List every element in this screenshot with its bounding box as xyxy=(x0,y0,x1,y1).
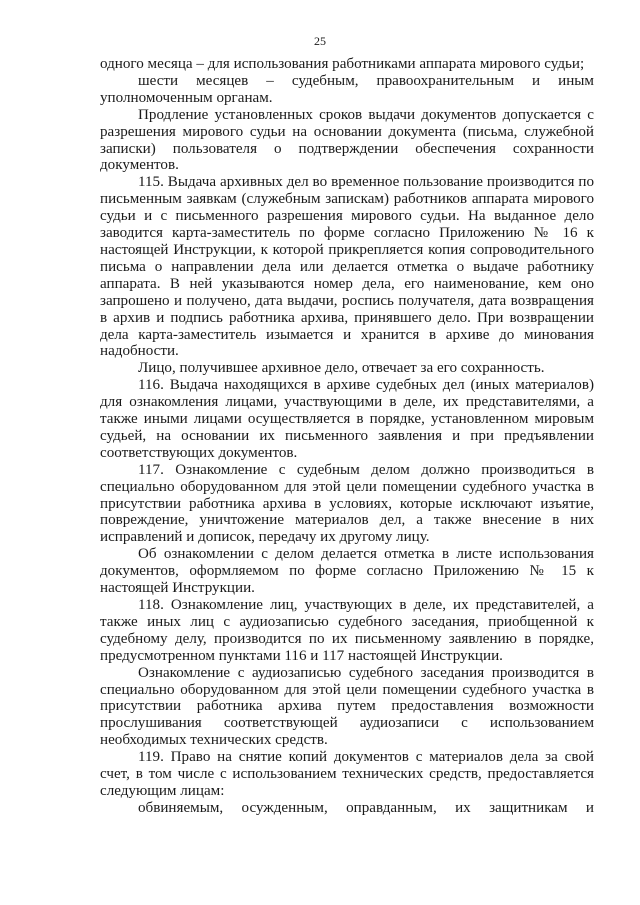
paragraph: Лицо, получившее архивное дело, отвечает за его сохранность. xyxy=(138,360,545,377)
paragraph: Ознакомление с аудиозаписью судебного заседания производится в специально оборудованном для этой цели помещении судебного участка в присутствии работника архива путем предоставления возможности прослушивания соответствующей аудиозаписи с использованием необходимых технических средств. xyxy=(100,664,594,749)
paragraph: 118. Ознакомление лиц, участвующих в деле, их представителей, а также иных лиц с аудиозаписью судебного заседания, приобщенной к судебному делу, производится по их письменному заявлению в порядке, предусмотренном пунктами 116 и 117 настоящей Инструкции. xyxy=(100,597,594,664)
page-number: 25 xyxy=(314,34,326,48)
paragraph: 115. Выдача архивных дел во временное пользование производится по письменным заявкам (служебным запискам) работников аппарата мирового судьи и с письменного разрешения мирового судьи. На выданное дело заводится карта-заместитель по форме согласно Приложению № 16 к настоящей Инструкции, к которой прикрепляется копия сопроводительного письма о направлении дела или делается отметка о выдаче работнику аппарата. В ней указываются номер дела, его наименование, кем оно запрошено и получено, дата выдачи, роспись получателя, дата возвращения в архив и подпись работника архива, принявшего дело. При возвращении дела карта-заместитель изымается и хранится в архиве до минования надобности. xyxy=(100,174,594,360)
paragraph: Об ознакомлении с делом делается отметка в листе использования документов, оформляемом по форме согласно Приложению № 15 к настоящей Инструкции. xyxy=(100,546,594,597)
document-body xyxy=(100,56,594,817)
paragraph: 117. Ознакомление с судебным делом должно производиться в специально оборудованном для этой цели помещении судебного участка в присутствии работника архива в условиях, которые исключают изъятие, повреждение, уничтожение материалов дел, а также внесение в них исправлений и дописок, передачу их другому лицу. xyxy=(100,461,594,546)
paragraph: одного месяца – для использования работниками аппарата мирового судьи; xyxy=(100,56,585,72)
paragraph: шести месяцев – судебным, правоохранительным и иным уполномоченным органам. xyxy=(100,72,594,106)
paragraph: Продление установленных сроков выдачи документов допускается с разрешения мирового судьи на основании документа (письма, служебной записки) пользователя о подтверждении обеспечения сохранности документов. xyxy=(100,106,594,174)
paragraph: 119. Право на снятие копий документов с материалов дела за свой счет, в том числе с использованием технических средств, предоставляется следующим лицам: xyxy=(100,749,594,799)
paragraph: 116. Выдача находящихся в архиве судебных дел (иных материалов) для ознакомления лицами, участвующими в деле, их представителями, а также иными лицами осуществляется в порядке, установленном мировым судьей, на основании их письменного заявления и при предъявлении соответствующих документов. xyxy=(100,377,594,461)
paragraph: обвиняемым, осужденным, оправданным, их защитникам и xyxy=(138,799,594,816)
